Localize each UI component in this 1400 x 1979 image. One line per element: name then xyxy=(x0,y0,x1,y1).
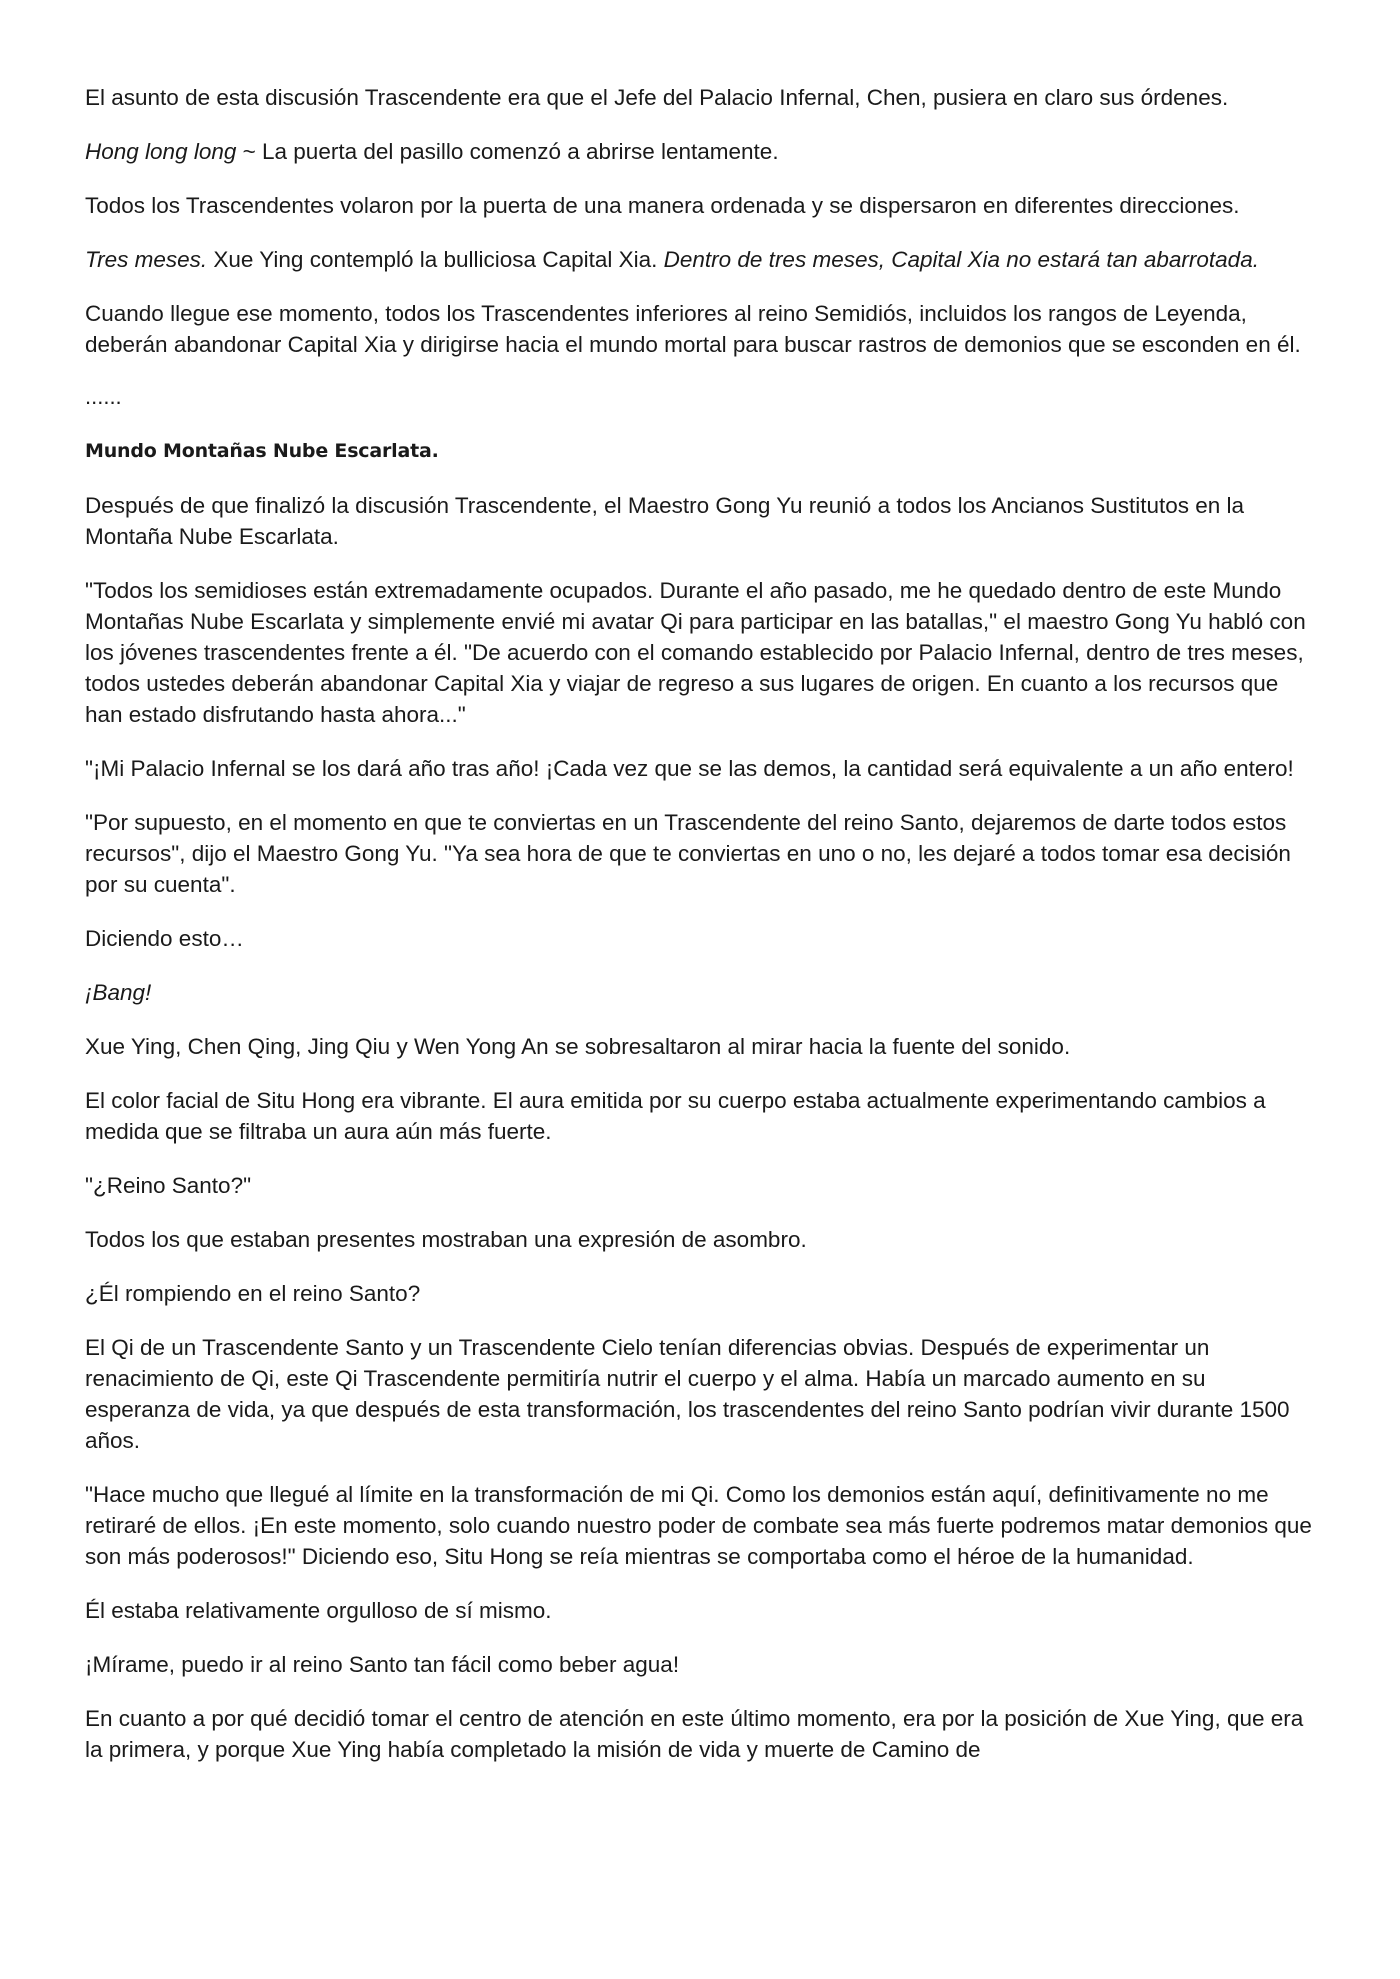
paragraph-16: ¿Él rompiendo en el reino Santo? xyxy=(85,1281,421,1306)
paragraph-10: Diciendo esto… xyxy=(85,926,244,951)
paragraph-19: Él estaba relativamente orgulloso de sí mismo. xyxy=(85,1598,552,1623)
section-heading: Mundo Montañas Nube Escarlata. xyxy=(85,440,439,462)
paragraph-13: El color facial de Situ Hong era vibrante. El aura emitida por su cuerpo estaba actualmente experimentando cambios a medida que se filtraba un aura aún más fuerte. xyxy=(85,1088,1266,1144)
paragraph-18: "Hace mucho que llegué al límite en la transformación de mi Qi. Como los demonios están aquí, definitivamente no me retiraré de ellos. ¡En este momento, solo cuando nuestro poder de combate sea más fuerte podremos matar demonios que son más poderosos!" Diciendo eso, Situ Hong se reía mientras se comportaba como el héroe de la humanidad. xyxy=(85,1482,1312,1569)
paragraph-9: "Por supuesto, en el momento en que te conviertas en un Trascendente del reino Santo, dejaremos de darte todos estos recursos", dijo el Maestro Gong Yu. "Ya sea hora de que te conviertas en uno o no, les dejaré a todos tomar esa decisión por su cuenta". xyxy=(85,810,1291,897)
document-page xyxy=(85,82,1315,1788)
thought-text-b: Dentro de tres meses, Capital Xia no estará tan abarrotada. xyxy=(663,247,1259,272)
paragraph-21: En cuanto a por qué decidió tomar el centro de atención en este último momento, era por la posición de Xue Ying, que era la primera, y porque Xue Ying había completado la misión de vida y muerte de Camino de xyxy=(85,1706,1304,1762)
paragraph-11: ¡Bang! xyxy=(85,980,152,1005)
paragraph-3: Todos los Trascendentes volaron por la puerta de una manera ordenada y se dispersaron en diferentes direcciones. xyxy=(85,193,1240,218)
paragraph-17: El Qi de un Trascendente Santo y un Trascendente Cielo tenían diferencias obvias. Después de experimentar un renacimiento de Qi, este Qi Trascendente permitiría nutrir el cuerpo y el alma. Había un marcado aumento en su esperanza de vida, ya que después de esta transformación, los trascendentes del reino Santo podrían vivir durante 1500 años. xyxy=(85,1335,1290,1453)
paragraph-14: "¿Reino Santo?" xyxy=(85,1173,252,1198)
paragraph-15: Todos los que estaban presentes mostraban una expresión de asombro. xyxy=(85,1227,807,1252)
paragraph-8: "¡Mi Palacio Infernal se los dará año tras año! ¡Cada vez que se las demos, la cantidad será equivalente a un año entero! xyxy=(85,756,1294,781)
paragraph-4 xyxy=(85,244,1315,275)
paragraph-20: ¡Mírame, puedo ir al reino Santo tan fácil como beber agua! xyxy=(85,1652,680,1677)
section-separator: ...... xyxy=(85,384,122,409)
paragraph-4-text: Xue Ying contempló la bulliciosa Capital Xia. xyxy=(207,247,664,272)
onomatopoeia-text: Hong long long xyxy=(85,139,237,164)
thought-text-a: Tres meses. xyxy=(85,247,208,272)
paragraph-2 xyxy=(85,136,1315,167)
paragraph-12: Xue Ying, Chen Qing, Jing Qiu y Wen Yong An se sobresaltaron al mirar hacia la fuente del sonido. xyxy=(85,1034,1071,1059)
paragraph-7: "Todos los semidioses están extremadamente ocupados. Durante el año pasado, me he quedado dentro de este Mundo Montañas Nube Escarlata y simplemente envié mi avatar Qi para participar en las batallas," el maestro Gong Yu habló con los jóvenes trascendentes frente a él. "De acuerdo con el comando establecido por Palacio Infernal, dentro de tres meses, todos ustedes deberán abandonar Capital Xia y viajar de regreso a sus lugares de origen. En cuanto a los recursos que han estado disfrutando hasta ahora..." xyxy=(85,578,1306,727)
paragraph-1: El asunto de esta discusión Trascendente era que el Jefe del Palacio Infernal, Chen, pusiera en claro sus órdenes. xyxy=(85,85,1229,110)
paragraph-6: Después de que finalizó la discusión Trascendente, el Maestro Gong Yu reunió a todos los Ancianos Sustitutos en la Montaña Nube Escarlata. xyxy=(85,493,1245,549)
paragraph-5: Cuando llegue ese momento, todos los Trascendentes inferiores al reino Semidiós, incluidos los rangos de Leyenda, deberán abandonar Capital Xia y dirigirse hacia el mundo mortal para buscar rastros de demonios que se esconden en él. xyxy=(85,301,1301,357)
paragraph-2-text: ~ La puerta del pasillo comenzó a abrirse lentamente. xyxy=(236,139,779,164)
